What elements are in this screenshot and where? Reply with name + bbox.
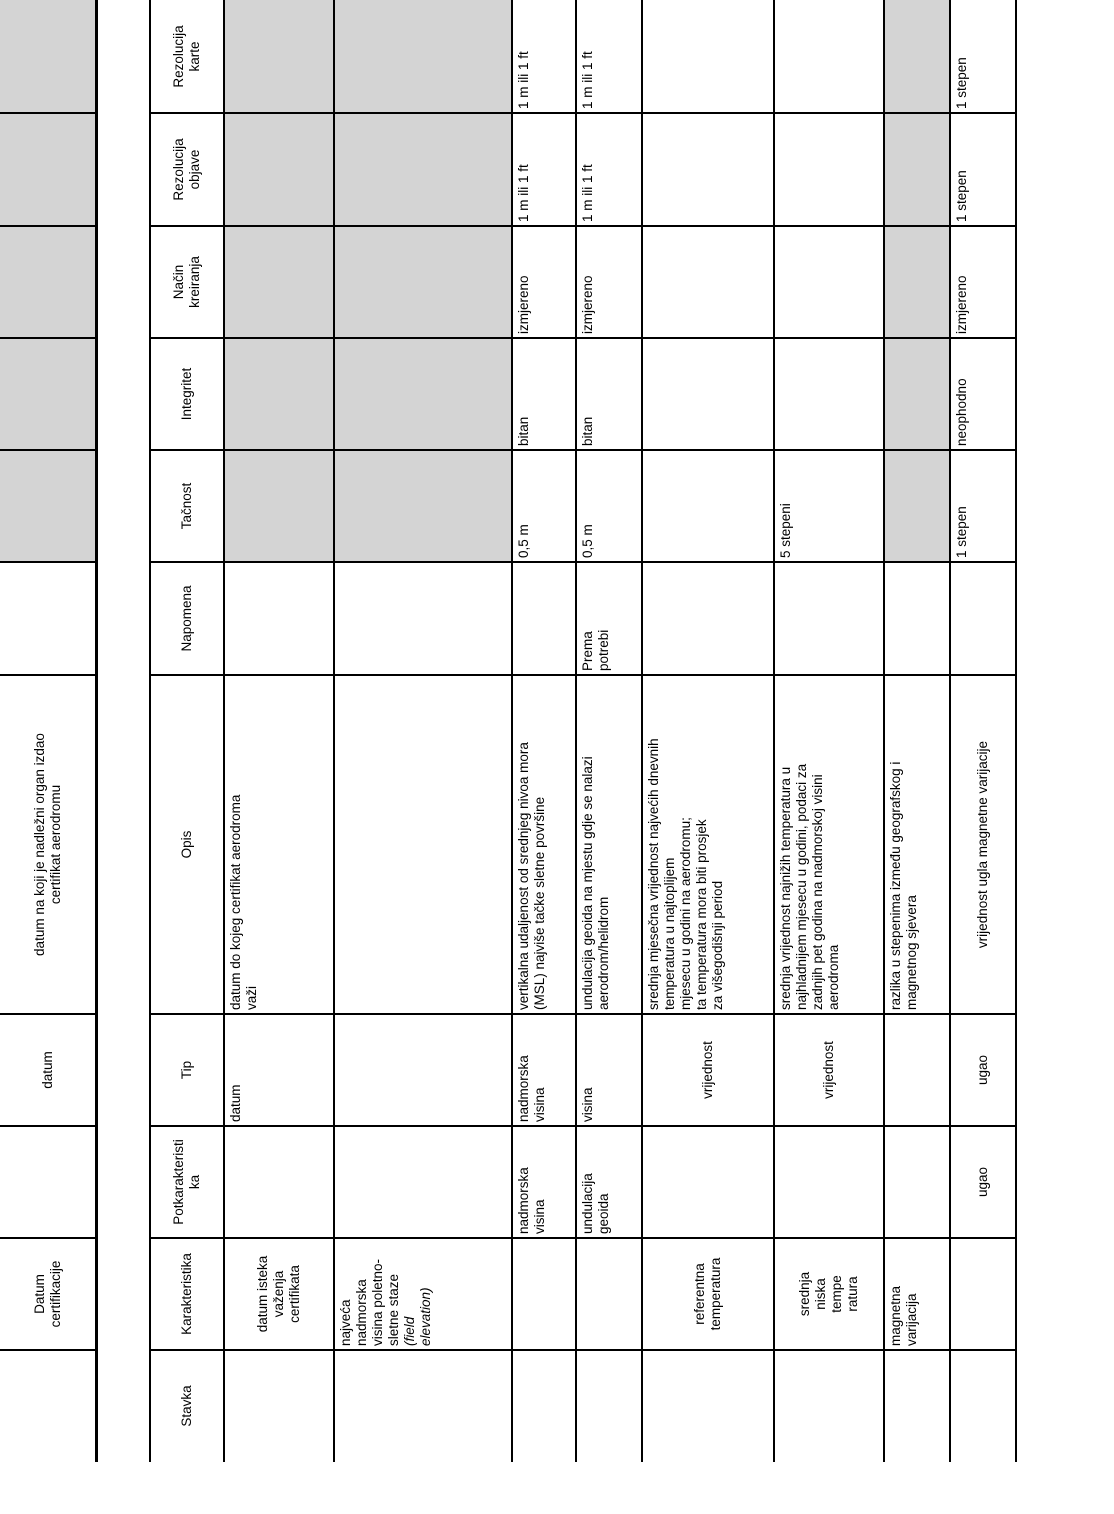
header-rezolucija-objave-line: Rezolucija bbox=[171, 138, 186, 201]
header-napomena bbox=[179, 566, 195, 671]
row7-opis-line: razlika u stepenima između geografskog i bbox=[888, 761, 903, 1010]
row4-tacnost bbox=[580, 454, 596, 558]
table-column-line bbox=[641, 0, 643, 1462]
table-column-line bbox=[333, 0, 335, 1462]
row6-tip-line: vrijednost bbox=[821, 1041, 836, 1099]
table-column-line bbox=[223, 0, 225, 1462]
header-tacnost-line: Tačnost bbox=[179, 482, 194, 530]
row2-karakteristika-line: (field bbox=[402, 1316, 417, 1346]
row2-karakteristika-line: elevation) bbox=[418, 1287, 433, 1346]
table-row-line bbox=[150, 1349, 1016, 1351]
table-row-line bbox=[150, 561, 1016, 563]
row3-rezolucija-objave bbox=[516, 117, 532, 222]
row8-tacnost-line: 1 stepen bbox=[954, 506, 969, 558]
row3-opis-line: vertikalna udaljenost od srednjeg nivoa mora bbox=[516, 742, 531, 1010]
row6-karakteristika-line: srednja bbox=[797, 1271, 812, 1317]
row5-opis bbox=[646, 679, 726, 1010]
strip-shade bbox=[0, 0, 96, 562]
header-karakteristika bbox=[179, 1242, 195, 1346]
header-tacnost bbox=[179, 454, 195, 558]
row4-rezolucija-karte-line: 1 m ili 1 ft bbox=[580, 51, 595, 109]
row8-tip bbox=[975, 1018, 991, 1122]
header-rezolucija-karte bbox=[171, 4, 203, 109]
row5-opis-line: za višegodišnji period bbox=[710, 880, 725, 1010]
row3-integritet bbox=[516, 342, 532, 446]
table-column-line bbox=[949, 0, 951, 1462]
strip-row-line bbox=[0, 1125, 96, 1127]
row5-opis-line: ta temperatura mora biti prosjek bbox=[694, 819, 709, 1010]
row3-opis bbox=[516, 679, 548, 1010]
row7-karakteristika-line: magnetna bbox=[888, 1285, 903, 1346]
table-row-line bbox=[150, 1237, 1016, 1239]
header-tip bbox=[179, 1018, 195, 1122]
row1-opis-line: važi bbox=[244, 985, 259, 1010]
table-column-line bbox=[883, 0, 885, 1462]
row4-integritet bbox=[580, 342, 596, 446]
row4-rezolucija-karte bbox=[580, 4, 596, 109]
row3-tacnost bbox=[516, 454, 532, 558]
row8-opis-line: vrijednost ugla magnetne varijacije bbox=[975, 740, 990, 949]
row8-tacnost bbox=[954, 454, 970, 558]
row4-tip-line: visina bbox=[580, 1087, 595, 1122]
strip-opis-line: certifikat aerodromu bbox=[48, 784, 63, 905]
row1-karakteristika bbox=[255, 1242, 303, 1346]
row8-opis bbox=[975, 679, 991, 1010]
row8-rezolucija-objave bbox=[954, 117, 970, 222]
header-potkarakteristika-line: ka bbox=[187, 1174, 202, 1190]
row8-nacin-kreiranja-line: izmjereno bbox=[954, 275, 969, 334]
header-stavka-line: Stavka bbox=[179, 1385, 194, 1427]
row7-shade bbox=[884, 0, 950, 562]
row2-shade bbox=[334, 0, 512, 562]
header-potkarakteristika bbox=[171, 1130, 203, 1234]
row4-rezolucija-objave bbox=[580, 117, 596, 222]
table-row-line bbox=[150, 674, 1016, 676]
row3-integritet-line: bitan bbox=[516, 416, 531, 446]
row8-tip-line: ugao bbox=[975, 1054, 990, 1086]
row4-potkarakteristika-line: geoida bbox=[596, 1193, 611, 1234]
table-left-border bbox=[149, 0, 151, 1462]
header-opis-line: Opis bbox=[179, 830, 194, 859]
row7-opis bbox=[888, 679, 920, 1010]
table-column-line bbox=[575, 0, 577, 1462]
row4-potkarakteristika-line: undulacija bbox=[580, 1173, 595, 1234]
strip-row-line bbox=[0, 561, 96, 563]
row3-tip bbox=[516, 1018, 548, 1122]
row6-tacnost-line: 5 stepeni bbox=[778, 503, 793, 558]
row8-rezolucija-karte bbox=[954, 4, 970, 109]
header-nacin-kreiranja-line: kreiranja bbox=[187, 256, 202, 308]
table-column-line bbox=[511, 0, 513, 1462]
header-integritet-line: Integritet bbox=[179, 367, 194, 421]
header-karakteristika-line: Karakteristika bbox=[179, 1253, 194, 1335]
strip-row-line bbox=[0, 1237, 96, 1239]
row4-napomena-line: potrebi bbox=[596, 629, 611, 671]
row5-karakteristika-line: temperatura bbox=[708, 1257, 723, 1331]
row5-tip bbox=[700, 1018, 716, 1122]
row1-opis bbox=[228, 679, 260, 1010]
row4-nacin-kreiranja-line: izmjereno bbox=[580, 275, 595, 334]
row6-karakteristika bbox=[797, 1242, 861, 1346]
row3-potkarakteristika-line: visina bbox=[532, 1199, 547, 1234]
row8-rezolucija-objave-line: 1 stepen bbox=[954, 170, 969, 222]
strip-datum-certifikacije-line: Datum bbox=[32, 1274, 47, 1314]
row5-tip-line: vrijednost bbox=[700, 1041, 715, 1099]
row8-potkarakteristika bbox=[975, 1130, 991, 1234]
row4-rezolucija-objave-line: 1 m ili 1 ft bbox=[580, 164, 595, 222]
row5-opis-line: srednja mjesečna vrijednost najvećih dnevnih bbox=[646, 738, 661, 1010]
row7-opis-line: magnetnog sjevera bbox=[904, 895, 919, 1010]
row1-shade bbox=[224, 0, 334, 562]
row7-karakteristika bbox=[888, 1242, 920, 1346]
row6-opis-line: srednja vrijednost najnižih temperatura u bbox=[778, 766, 793, 1010]
row3-tip-line: visina bbox=[532, 1087, 547, 1122]
row6-karakteristika-line: niska bbox=[813, 1278, 828, 1310]
table-row-line bbox=[150, 112, 1016, 114]
row2-karakteristika-line: najveća bbox=[338, 1299, 353, 1346]
row1-karakteristika-line: datum isteka bbox=[255, 1255, 270, 1333]
row3-rezolucija-karte-line: 1 m ili 1 ft bbox=[516, 51, 531, 109]
row4-napomena-line: Prema bbox=[580, 631, 595, 671]
strip-right-border bbox=[95, 0, 98, 1462]
strip-row-line bbox=[0, 1013, 96, 1015]
strip-row-line bbox=[0, 225, 96, 227]
strip-row-line bbox=[0, 1349, 96, 1351]
row1-tip-line: datum bbox=[228, 1084, 243, 1122]
row6-tip bbox=[821, 1018, 837, 1122]
row4-potkarakteristika bbox=[580, 1130, 612, 1234]
row1-opis-line: datum do kojeg certifikat aerodroma bbox=[228, 794, 243, 1010]
header-opis bbox=[179, 679, 195, 1010]
strip-row-line bbox=[0, 337, 96, 339]
row2-karakteristika-line: nadmorska bbox=[354, 1279, 369, 1346]
row4-napomena bbox=[580, 566, 612, 671]
row3-rezolucija-karte bbox=[516, 4, 532, 109]
table-row-line bbox=[150, 1125, 1016, 1127]
header-rezolucija-objave-line: objave bbox=[187, 149, 202, 190]
header-tip-line: Tip bbox=[179, 1060, 194, 1080]
strip-tip-datum bbox=[40, 1018, 56, 1122]
row1-karakteristika-line: važenja bbox=[271, 1270, 286, 1318]
header-rezolucija-karte-line: karte bbox=[187, 41, 202, 72]
row8-integritet bbox=[954, 342, 970, 446]
row2-karakteristika-line: visina poletno- bbox=[370, 1258, 385, 1346]
row3-opis-line: (MSL) najviše tačke sletne površine bbox=[532, 796, 547, 1010]
row5-opis-line: temperatura u najtoplijem bbox=[662, 857, 677, 1010]
row3-rezolucija-objave-line: 1 m ili 1 ft bbox=[516, 164, 531, 222]
row5-karakteristika-line: referentna bbox=[692, 1263, 707, 1325]
header-stavka bbox=[179, 1354, 195, 1458]
row3-nacin-kreiranja bbox=[516, 230, 532, 334]
row3-tacnost-line: 0,5 m bbox=[516, 524, 531, 558]
strip-datum-certifikacije bbox=[32, 1242, 64, 1346]
row3-potkarakteristika-line: nadmorska bbox=[516, 1167, 531, 1234]
header-integritet bbox=[179, 342, 195, 446]
strip-tip-datum-line: datum bbox=[40, 1051, 55, 1089]
row4-opis bbox=[580, 679, 612, 1010]
header-napomena-line: Napomena bbox=[179, 585, 194, 652]
header-nacin-kreiranja-line: Način bbox=[171, 264, 186, 300]
row7-karakteristika-line: varijacija bbox=[904, 1293, 919, 1346]
row6-opis-line: zadnjih pet godina na nadmorskoj visini bbox=[810, 774, 825, 1010]
strip-datum-certifikacije-line: certifikacije bbox=[48, 1260, 63, 1328]
row6-opis-line: aerodroma bbox=[826, 944, 841, 1010]
row1-karakteristika-line: certifikata bbox=[287, 1265, 302, 1323]
row4-tip bbox=[580, 1018, 596, 1122]
strip-opis bbox=[32, 679, 64, 1010]
strip-opis-line: datum na koji je nadležni organ izdao bbox=[32, 733, 47, 956]
row4-integritet-line: bitan bbox=[580, 416, 595, 446]
row6-karakteristika-line: ratura bbox=[845, 1276, 860, 1312]
header-nacin-kreiranja bbox=[171, 230, 203, 334]
table-row-line bbox=[150, 449, 1016, 451]
row4-opis-line: aerodrom/helidrom bbox=[596, 896, 611, 1010]
table-column-line bbox=[773, 0, 775, 1462]
row5-karakteristika bbox=[692, 1242, 724, 1346]
row2-karakteristika-line: sletne staze bbox=[386, 1273, 401, 1346]
table-row-line bbox=[150, 337, 1016, 339]
row8-potkarakteristika-line: ugao bbox=[975, 1166, 990, 1198]
row3-nacin-kreiranja-line: izmjereno bbox=[516, 275, 531, 334]
row3-tip-line: nadmorska bbox=[516, 1055, 531, 1122]
table-row-line bbox=[150, 1013, 1016, 1015]
header-rezolucija-objave bbox=[171, 117, 203, 222]
row3-potkarakteristika bbox=[516, 1130, 548, 1234]
row8-integritet-line: neophodno bbox=[954, 378, 969, 446]
table-row-line bbox=[150, 225, 1016, 227]
row6-karakteristika-line: tempe bbox=[829, 1275, 844, 1313]
strip-row-line bbox=[0, 674, 96, 676]
header-rezolucija-karte-line: Rezolucija bbox=[171, 25, 186, 88]
row4-tacnost-line: 0,5 m bbox=[580, 524, 595, 558]
row4-opis-line: undulacija geoida na mjestu gdje se nalazi bbox=[580, 756, 595, 1010]
strip-row-line bbox=[0, 112, 96, 114]
row2-karakteristika bbox=[338, 1242, 434, 1346]
row8-nacin-kreiranja bbox=[954, 230, 970, 334]
strip-row-line bbox=[0, 449, 96, 451]
row4-nacin-kreiranja bbox=[580, 230, 596, 334]
row6-tacnost bbox=[778, 454, 794, 558]
header-potkarakteristika-line: Potkarakteristi bbox=[171, 1139, 186, 1225]
row1-tip bbox=[228, 1018, 244, 1122]
table-right-border bbox=[1015, 0, 1017, 1462]
row6-opis-line: najhladnijem mjesecu u godini, podaci za bbox=[794, 763, 809, 1010]
row8-rezolucija-karte-line: 1 stepen bbox=[954, 57, 969, 109]
row6-opis bbox=[778, 679, 842, 1010]
row5-opis-line: mjesecu u godini na aerodromu; bbox=[678, 817, 693, 1010]
